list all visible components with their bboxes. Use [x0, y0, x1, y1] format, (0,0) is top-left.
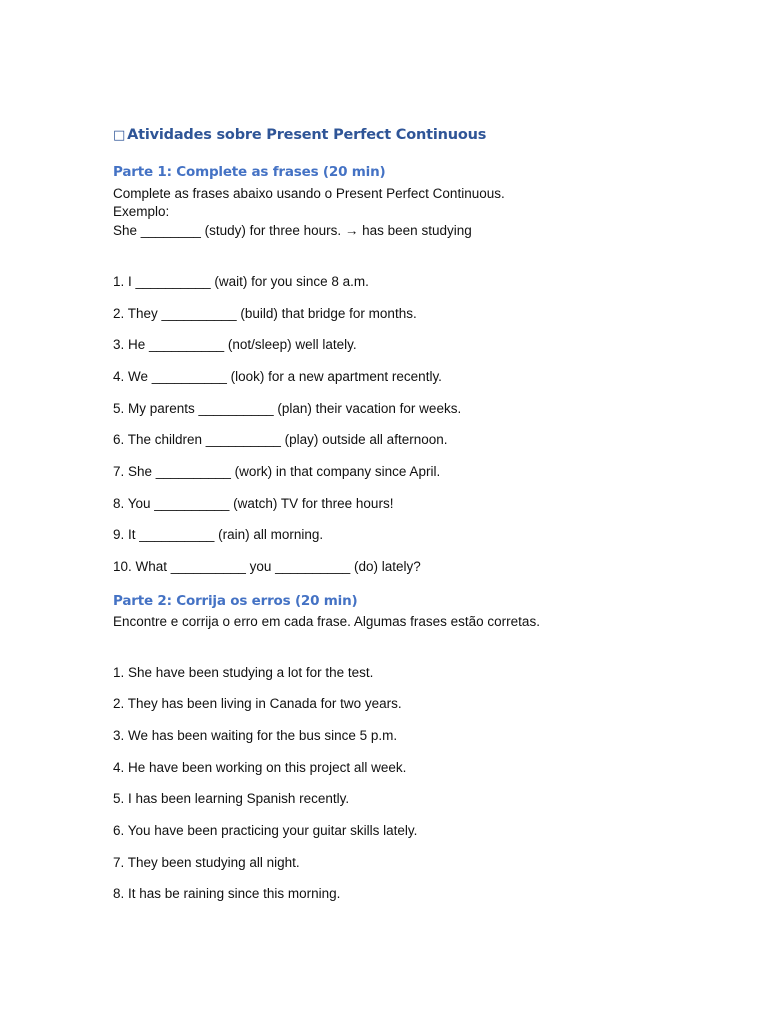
- part1-item: 1. I __________ (wait) for you since 8 a.m.: [113, 274, 369, 289]
- part1-item: 10. What __________ you __________ (do) lately?: [113, 559, 421, 574]
- part1-heading: Parte 1: Complete as frases (20 min): [113, 164, 386, 180]
- part1-item: 5. My parents __________ (plan) their vacation for weeks.: [113, 401, 462, 416]
- part1-instruction: Complete as frases abaixo usando o Present Perfect Continuous.: [113, 186, 505, 201]
- part1-item: 9. It __________ (rain) all morning.: [113, 527, 324, 542]
- part2-instruction: Encontre e corrija o erro em cada frase. Algumas frases estão corretas.: [113, 614, 540, 629]
- part2-item: 8. It has be raining since this morning.: [113, 886, 341, 901]
- part2-item: 6. You have been practicing your guitar skills lately.: [113, 823, 418, 838]
- part1-item: 7. She __________ (work) in that company since April.: [113, 464, 441, 479]
- part2-item: 5. I has been learning Spanish recently.: [113, 791, 350, 806]
- part1-example-label: Exemplo:: [113, 204, 170, 219]
- part2-item: 3. We has been waiting for the bus since 5 p.m.: [113, 728, 398, 743]
- part2-item: 1. She have been studying a lot for the test.: [113, 665, 374, 680]
- part1-item: 2. They __________ (build) that bridge for months.: [113, 306, 417, 321]
- part1-item: 6. The children __________ (play) outside all afternoon.: [113, 432, 448, 447]
- part2-heading: Parte 2: Corrija os erros (20 min): [113, 593, 358, 609]
- part1-example: She ________ (study) for three hours. → has been studying: [113, 223, 472, 238]
- part1-item: 8. You __________ (watch) TV for three hours!: [113, 496, 394, 511]
- part1-item: 3. He __________ (not/sleep) well lately.: [113, 337, 357, 352]
- part2-item: 4. He have been working on this project all week.: [113, 760, 407, 775]
- part2-item: 2. They has been living in Canada for two years.: [113, 696, 402, 711]
- part1-item: 4. We __________ (look) for a new apartment recently.: [113, 369, 442, 384]
- document-title-text: Atividades sobre Present Perfect Continuous: [127, 127, 487, 143]
- missing-glyph-icon: □: [113, 128, 126, 143]
- part2-item: 7. They been studying all night.: [113, 855, 300, 870]
- document-title: [113, 125, 486, 146]
